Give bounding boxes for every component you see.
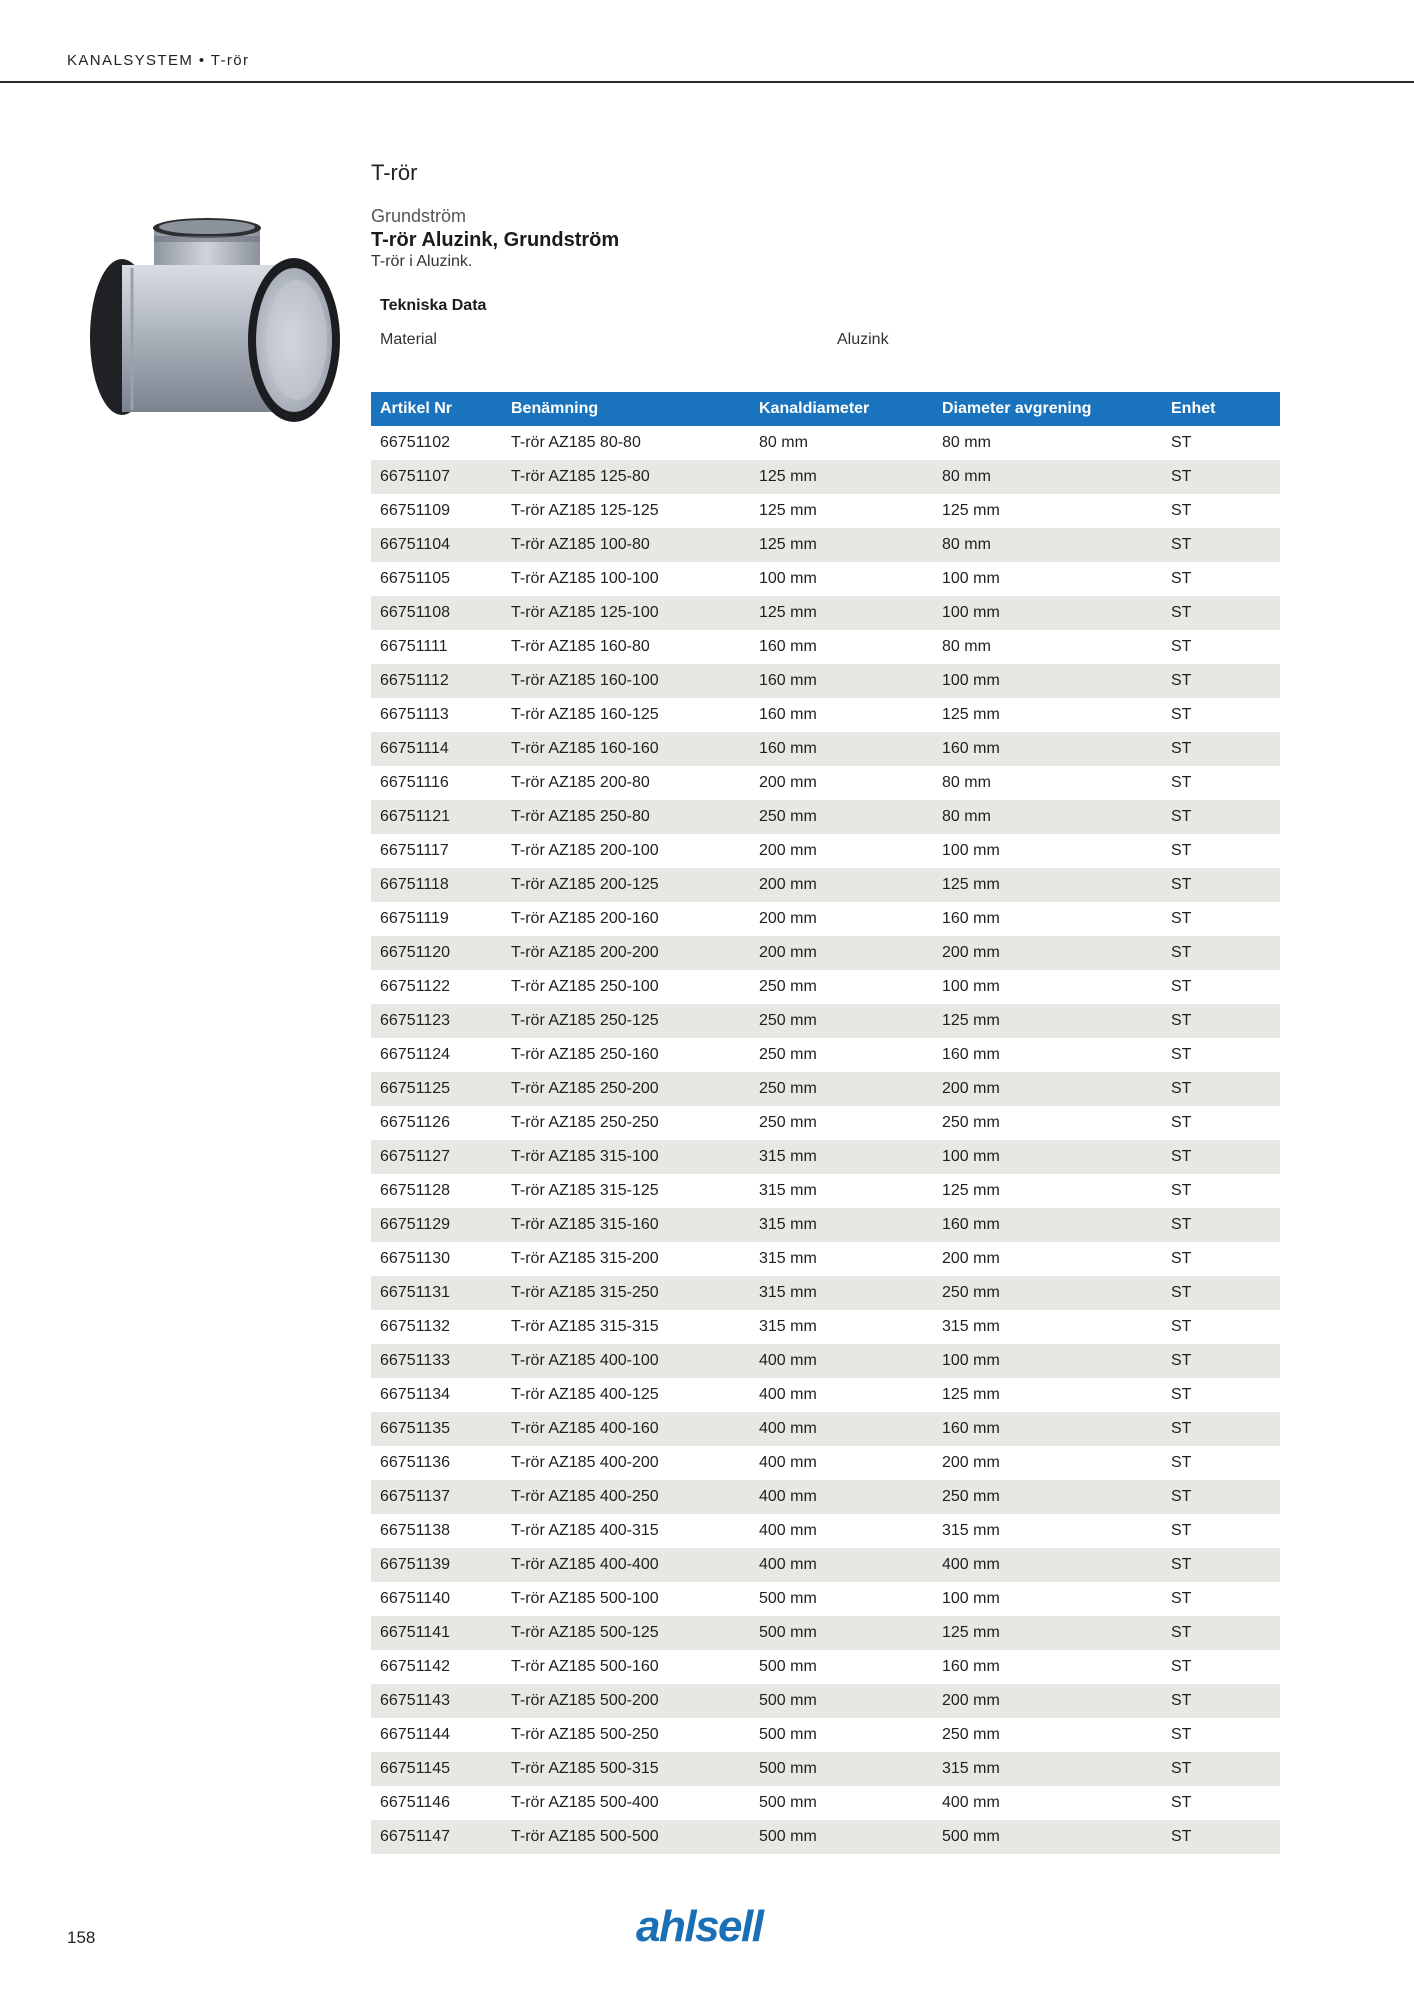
cell-diameter-avgrening: 160 mm xyxy=(942,1658,1000,1675)
cell-enhet: ST xyxy=(1171,1216,1192,1233)
table-row xyxy=(371,1684,1280,1718)
cell-artikel-nr: 66751144 xyxy=(380,1726,450,1743)
cell-enhet: ST xyxy=(1171,1522,1192,1539)
cell-diameter-avgrening: 160 mm xyxy=(942,910,1000,927)
cell-diameter-avgrening: 125 mm xyxy=(942,1386,1000,1403)
table-row xyxy=(371,630,1280,664)
cell-diameter-avgrening: 100 mm xyxy=(942,604,1000,621)
table-row xyxy=(371,1378,1280,1412)
cell-artikel-nr: 66751102 xyxy=(380,434,450,451)
cell-kanaldiameter: 400 mm xyxy=(759,1454,817,1471)
cell-benamning: T-rör AZ185 250-200 xyxy=(511,1080,659,1097)
table-row xyxy=(371,1208,1280,1242)
cell-diameter-avgrening: 200 mm xyxy=(942,1250,1000,1267)
cell-kanaldiameter: 125 mm xyxy=(759,536,817,553)
cell-artikel-nr: 66751145 xyxy=(380,1760,450,1777)
cell-artikel-nr: 66751126 xyxy=(380,1114,450,1131)
cell-benamning: T-rör AZ185 315-315 xyxy=(511,1318,659,1335)
product-category: Grundström xyxy=(371,206,467,226)
cell-kanaldiameter: 400 mm xyxy=(759,1522,817,1539)
cell-kanaldiameter: 500 mm xyxy=(759,1658,817,1675)
product-name: T-rör Aluzink, Grundström xyxy=(371,229,620,251)
cell-kanaldiameter: 315 mm xyxy=(759,1148,817,1165)
cell-artikel-nr: 66751134 xyxy=(380,1386,450,1403)
cell-benamning: T-rör AZ185 100-100 xyxy=(511,570,659,587)
table-row xyxy=(371,1412,1280,1446)
cell-enhet: ST xyxy=(1171,1488,1192,1505)
breadcrumb: KANALSYSTEM • T-rör xyxy=(67,52,250,69)
table-row xyxy=(371,1038,1280,1072)
table-row xyxy=(371,1582,1280,1616)
cell-kanaldiameter: 100 mm xyxy=(759,570,817,587)
cell-kanaldiameter: 125 mm xyxy=(759,604,817,621)
cell-artikel-nr: 66751135 xyxy=(380,1420,450,1437)
cell-benamning: T-rör AZ185 250-80 xyxy=(511,808,650,825)
table-header xyxy=(371,392,1280,426)
cell-artikel-nr: 66751147 xyxy=(380,1828,450,1845)
cell-benamning: T-rör AZ185 250-160 xyxy=(511,1046,659,1063)
cell-enhet: ST xyxy=(1171,1556,1192,1573)
cell-enhet: ST xyxy=(1171,1828,1192,1845)
cell-benamning: T-rör AZ185 200-160 xyxy=(511,910,659,927)
product-description: T-rör i Aluzink. xyxy=(371,253,473,270)
cell-enhet: ST xyxy=(1171,502,1192,519)
cell-artikel-nr: 66751137 xyxy=(380,1488,450,1505)
cell-artikel-nr: 66751132 xyxy=(380,1318,450,1335)
table-row xyxy=(371,732,1280,766)
cell-artikel-nr: 66751136 xyxy=(380,1454,450,1471)
cell-enhet: ST xyxy=(1171,1590,1192,1607)
table-row xyxy=(371,1004,1280,1038)
cell-diameter-avgrening: 100 mm xyxy=(942,842,1000,859)
column-header-benamning: Benämning xyxy=(511,400,599,417)
cell-benamning: T-rör AZ185 315-160 xyxy=(511,1216,659,1233)
table-row xyxy=(371,1106,1280,1140)
cell-enhet: ST xyxy=(1171,1760,1192,1777)
cell-kanaldiameter: 400 mm xyxy=(759,1386,817,1403)
cell-enhet: ST xyxy=(1171,774,1192,791)
cell-benamning: T-rör AZ185 400-315 xyxy=(511,1522,659,1539)
cell-artikel-nr: 66751139 xyxy=(380,1556,450,1573)
cell-benamning: T-rör AZ185 80-80 xyxy=(511,434,641,451)
column-header-diameter-avgrening: Diameter avgrening xyxy=(942,400,1092,417)
table-row xyxy=(371,1752,1280,1786)
cell-benamning: T-rör AZ185 400-250 xyxy=(511,1488,659,1505)
cell-benamning: T-rör AZ185 500-315 xyxy=(511,1760,659,1777)
section-title: T-rör xyxy=(371,160,418,185)
cell-benamning: T-rör AZ185 315-125 xyxy=(511,1182,659,1199)
cell-diameter-avgrening: 80 mm xyxy=(942,808,991,825)
cell-enhet: ST xyxy=(1171,1726,1192,1743)
cell-kanaldiameter: 500 mm xyxy=(759,1760,817,1777)
cell-diameter-avgrening: 100 mm xyxy=(942,978,1000,995)
cell-enhet: ST xyxy=(1171,1148,1192,1165)
cell-artikel-nr: 66751119 xyxy=(380,910,449,927)
table-row xyxy=(371,1718,1280,1752)
column-header-artikel-nr: Artikel Nr xyxy=(380,400,453,417)
cell-diameter-avgrening: 315 mm xyxy=(942,1318,1000,1335)
cell-kanaldiameter: 200 mm xyxy=(759,774,817,791)
table-row xyxy=(371,1548,1280,1582)
cell-artikel-nr: 66751130 xyxy=(380,1250,450,1267)
cell-enhet: ST xyxy=(1171,978,1192,995)
cell-kanaldiameter: 315 mm xyxy=(759,1250,817,1267)
cell-diameter-avgrening: 80 mm xyxy=(942,638,991,655)
cell-enhet: ST xyxy=(1171,944,1192,961)
table-row xyxy=(371,1174,1280,1208)
cell-artikel-nr: 66751123 xyxy=(380,1012,450,1029)
page-header xyxy=(0,0,1414,83)
cell-kanaldiameter: 250 mm xyxy=(759,808,817,825)
cell-diameter-avgrening: 250 mm xyxy=(942,1488,1000,1505)
cell-diameter-avgrening: 400 mm xyxy=(942,1794,1000,1811)
cell-enhet: ST xyxy=(1171,1012,1192,1029)
cell-diameter-avgrening: 200 mm xyxy=(942,1454,1000,1471)
cell-artikel-nr: 66751114 xyxy=(380,740,449,757)
cell-diameter-avgrening: 125 mm xyxy=(942,706,1000,723)
cell-benamning: T-rör AZ185 315-200 xyxy=(511,1250,659,1267)
cell-benamning: T-rör AZ185 100-80 xyxy=(511,536,650,553)
cell-enhet: ST xyxy=(1171,808,1192,825)
cell-artikel-nr: 66751129 xyxy=(380,1216,450,1233)
column-header-enhet: Enhet xyxy=(1171,400,1216,417)
cell-diameter-avgrening: 400 mm xyxy=(942,1556,1000,1573)
table-row xyxy=(371,1480,1280,1514)
cell-enhet: ST xyxy=(1171,1352,1192,1369)
cell-enhet: ST xyxy=(1171,604,1192,621)
table-row xyxy=(371,800,1280,834)
cell-diameter-avgrening: 80 mm xyxy=(942,774,991,791)
column-header-kanaldiameter: Kanaldiameter xyxy=(759,400,870,417)
cell-kanaldiameter: 500 mm xyxy=(759,1828,817,1845)
cell-benamning: T-rör AZ185 400-400 xyxy=(511,1556,659,1573)
table-row xyxy=(371,936,1280,970)
cell-artikel-nr: 66751146 xyxy=(380,1794,450,1811)
table-row xyxy=(371,698,1280,732)
cell-kanaldiameter: 160 mm xyxy=(759,638,817,655)
table-row xyxy=(371,1820,1280,1854)
cell-kanaldiameter: 400 mm xyxy=(759,1488,817,1505)
table-row xyxy=(371,1072,1280,1106)
cell-artikel-nr: 66751118 xyxy=(380,876,449,893)
cell-kanaldiameter: 315 mm xyxy=(759,1216,817,1233)
cell-diameter-avgrening: 125 mm xyxy=(942,502,1000,519)
cell-enhet: ST xyxy=(1171,1420,1192,1437)
cell-benamning: T-rör AZ185 500-160 xyxy=(511,1658,659,1675)
cell-benamning: T-rör AZ185 500-200 xyxy=(511,1692,659,1709)
cell-diameter-avgrening: 250 mm xyxy=(942,1726,1000,1743)
table-row xyxy=(371,460,1280,494)
cell-benamning: T-rör AZ185 125-125 xyxy=(511,502,659,519)
cell-enhet: ST xyxy=(1171,842,1192,859)
cell-kanaldiameter: 125 mm xyxy=(759,468,817,485)
cell-artikel-nr: 66751125 xyxy=(380,1080,450,1097)
cell-enhet: ST xyxy=(1171,1284,1192,1301)
table-row xyxy=(371,1242,1280,1276)
cell-enhet: ST xyxy=(1171,1658,1192,1675)
table-row xyxy=(371,1616,1280,1650)
cell-diameter-avgrening: 315 mm xyxy=(942,1522,1000,1539)
cell-artikel-nr: 66751140 xyxy=(380,1590,450,1607)
cell-enhet: ST xyxy=(1171,672,1192,689)
cell-enhet: ST xyxy=(1171,434,1192,451)
cell-diameter-avgrening: 125 mm xyxy=(942,876,1000,893)
cell-artikel-nr: 66751111 xyxy=(380,638,448,655)
cell-kanaldiameter: 160 mm xyxy=(759,706,817,723)
table-row xyxy=(371,834,1280,868)
cell-kanaldiameter: 400 mm xyxy=(759,1556,817,1573)
cell-enhet: ST xyxy=(1171,1182,1192,1199)
cell-artikel-nr: 66751104 xyxy=(380,536,450,553)
cell-artikel-nr: 66751133 xyxy=(380,1352,450,1369)
cell-kanaldiameter: 400 mm xyxy=(759,1352,817,1369)
cell-artikel-nr: 66751138 xyxy=(380,1522,450,1539)
cell-enhet: ST xyxy=(1171,570,1192,587)
cell-kanaldiameter: 315 mm xyxy=(759,1318,817,1335)
cell-diameter-avgrening: 100 mm xyxy=(942,1148,1000,1165)
table-row xyxy=(371,426,1280,460)
cell-artikel-nr: 66751121 xyxy=(380,808,450,825)
cell-artikel-nr: 66751142 xyxy=(380,1658,450,1675)
cell-benamning: T-rör AZ185 250-100 xyxy=(511,978,659,995)
cell-enhet: ST xyxy=(1171,1114,1192,1131)
cell-enhet: ST xyxy=(1171,1454,1192,1471)
cell-artikel-nr: 66751105 xyxy=(380,570,450,587)
cell-diameter-avgrening: 160 mm xyxy=(942,1046,1000,1063)
cell-benamning: T-rör AZ185 200-200 xyxy=(511,944,659,961)
cell-benamning: T-rör AZ185 500-500 xyxy=(511,1828,659,1845)
cell-benamning: T-rör AZ185 125-100 xyxy=(511,604,659,621)
cell-kanaldiameter: 200 mm xyxy=(759,944,817,961)
cell-artikel-nr: 66751112 xyxy=(380,672,449,689)
table-row xyxy=(371,1310,1280,1344)
cell-enhet: ST xyxy=(1171,876,1192,893)
cell-diameter-avgrening: 100 mm xyxy=(942,1590,1000,1607)
cell-diameter-avgrening: 200 mm xyxy=(942,1080,1000,1097)
cell-enhet: ST xyxy=(1171,706,1192,723)
ahlsell-logo: ahlsell xyxy=(636,1902,763,1951)
table-row xyxy=(371,1446,1280,1480)
table-row xyxy=(371,970,1280,1004)
cell-enhet: ST xyxy=(1171,638,1192,655)
cell-diameter-avgrening: 100 mm xyxy=(942,570,1000,587)
cell-artikel-nr: 66751116 xyxy=(380,774,449,791)
cell-enhet: ST xyxy=(1171,1624,1192,1641)
cell-diameter-avgrening: 160 mm xyxy=(942,740,1000,757)
cell-kanaldiameter: 160 mm xyxy=(759,740,817,757)
cell-diameter-avgrening: 315 mm xyxy=(942,1760,1000,1777)
table-row xyxy=(371,766,1280,800)
table-row xyxy=(371,1650,1280,1684)
cell-diameter-avgrening: 200 mm xyxy=(942,1692,1000,1709)
cell-enhet: ST xyxy=(1171,910,1192,927)
cell-benamning: T-rör AZ185 200-100 xyxy=(511,842,659,859)
cell-kanaldiameter: 500 mm xyxy=(759,1794,817,1811)
cell-kanaldiameter: 250 mm xyxy=(759,978,817,995)
tech-data-heading: Tekniska Data xyxy=(380,297,487,314)
cell-kanaldiameter: 250 mm xyxy=(759,1012,817,1029)
cell-enhet: ST xyxy=(1171,536,1192,553)
cell-benamning: T-rör AZ185 160-160 xyxy=(511,740,659,757)
cell-artikel-nr: 66751128 xyxy=(380,1182,450,1199)
cell-kanaldiameter: 160 mm xyxy=(759,672,817,689)
cell-diameter-avgrening: 80 mm xyxy=(942,536,991,553)
cell-kanaldiameter: 500 mm xyxy=(759,1726,817,1743)
cell-diameter-avgrening: 200 mm xyxy=(942,944,1000,961)
cell-kanaldiameter: 315 mm xyxy=(759,1284,817,1301)
tech-data-value: Aluzink xyxy=(837,331,889,348)
cell-kanaldiameter: 80 mm xyxy=(759,434,808,451)
cell-benamning: T-rör AZ185 400-200 xyxy=(511,1454,659,1471)
cell-diameter-avgrening: 80 mm xyxy=(942,434,991,451)
cell-enhet: ST xyxy=(1171,1250,1192,1267)
cell-benamning: T-rör AZ185 500-250 xyxy=(511,1726,659,1743)
cell-artikel-nr: 66751141 xyxy=(380,1624,450,1641)
cell-benamning: T-rör AZ185 400-160 xyxy=(511,1420,659,1437)
cell-artikel-nr: 66751143 xyxy=(380,1692,450,1709)
cell-benamning: T-rör AZ185 160-125 xyxy=(511,706,659,723)
cell-kanaldiameter: 250 mm xyxy=(759,1046,817,1063)
table-row xyxy=(371,596,1280,630)
cell-benamning: T-rör AZ185 500-125 xyxy=(511,1624,659,1641)
table-row xyxy=(371,494,1280,528)
tech-data-label: Material xyxy=(380,331,437,348)
cell-enhet: ST xyxy=(1171,1386,1192,1403)
cell-kanaldiameter: 315 mm xyxy=(759,1182,817,1199)
cell-benamning: T-rör AZ185 315-250 xyxy=(511,1284,659,1301)
cell-enhet: ST xyxy=(1171,1318,1192,1335)
cell-benamning: T-rör AZ185 250-250 xyxy=(511,1114,659,1131)
cell-diameter-avgrening: 160 mm xyxy=(942,1216,1000,1233)
cell-kanaldiameter: 250 mm xyxy=(759,1114,817,1131)
cell-enhet: ST xyxy=(1171,1692,1192,1709)
cell-benamning: T-rör AZ185 160-100 xyxy=(511,672,659,689)
cell-kanaldiameter: 500 mm xyxy=(759,1624,817,1641)
cell-enhet: ST xyxy=(1171,1794,1192,1811)
table-row xyxy=(371,868,1280,902)
cell-artikel-nr: 66751117 xyxy=(380,842,449,859)
cell-benamning: T-rör AZ185 250-125 xyxy=(511,1012,659,1029)
cell-benamning: T-rör AZ185 500-100 xyxy=(511,1590,659,1607)
cell-kanaldiameter: 500 mm xyxy=(759,1590,817,1607)
cell-artikel-nr: 66751108 xyxy=(380,604,450,621)
cell-diameter-avgrening: 250 mm xyxy=(942,1284,1000,1301)
cell-kanaldiameter: 200 mm xyxy=(759,910,817,927)
table-row xyxy=(371,1514,1280,1548)
product-table xyxy=(371,392,1280,1854)
cell-diameter-avgrening: 125 mm xyxy=(942,1182,1000,1199)
page-number: 158 xyxy=(67,1928,96,1947)
cell-enhet: ST xyxy=(1171,1080,1192,1097)
cell-benamning: T-rör AZ185 200-80 xyxy=(511,774,650,791)
cell-diameter-avgrening: 125 mm xyxy=(942,1624,1000,1641)
cell-diameter-avgrening: 100 mm xyxy=(942,1352,1000,1369)
cell-diameter-avgrening: 160 mm xyxy=(942,1420,1000,1437)
cell-benamning: T-rör AZ185 500-400 xyxy=(511,1794,659,1811)
table-row xyxy=(371,664,1280,698)
cell-diameter-avgrening: 80 mm xyxy=(942,468,991,485)
cell-kanaldiameter: 400 mm xyxy=(759,1420,817,1437)
cell-kanaldiameter: 250 mm xyxy=(759,1080,817,1097)
cell-diameter-avgrening: 500 mm xyxy=(942,1828,1000,1845)
table-body xyxy=(371,426,1280,1854)
table-row xyxy=(371,902,1280,936)
cell-artikel-nr: 66751127 xyxy=(380,1148,450,1165)
table-row xyxy=(371,1140,1280,1174)
cell-enhet: ST xyxy=(1171,740,1192,757)
cell-enhet: ST xyxy=(1171,468,1192,485)
cell-kanaldiameter: 125 mm xyxy=(759,502,817,519)
cell-artikel-nr: 66751131 xyxy=(380,1284,450,1301)
cell-benamning: T-rör AZ185 160-80 xyxy=(511,638,650,655)
cell-artikel-nr: 66751113 xyxy=(380,706,449,723)
cell-enhet: ST xyxy=(1171,1046,1192,1063)
table-row xyxy=(371,1344,1280,1378)
cell-artikel-nr: 66751124 xyxy=(380,1046,450,1063)
cell-diameter-avgrening: 250 mm xyxy=(942,1114,1000,1131)
cell-benamning: T-rör AZ185 315-100 xyxy=(511,1148,659,1165)
cell-kanaldiameter: 200 mm xyxy=(759,876,817,893)
cell-diameter-avgrening: 100 mm xyxy=(942,672,1000,689)
cell-benamning: T-rör AZ185 200-125 xyxy=(511,876,659,893)
cell-diameter-avgrening: 125 mm xyxy=(942,1012,1000,1029)
table-row xyxy=(371,1786,1280,1820)
cell-benamning: T-rör AZ185 400-125 xyxy=(511,1386,659,1403)
t-pipe-product-image xyxy=(84,210,340,440)
cell-artikel-nr: 66751107 xyxy=(380,468,450,485)
table-row xyxy=(371,528,1280,562)
cell-benamning: T-rör AZ185 400-100 xyxy=(511,1352,659,1369)
cell-artikel-nr: 66751122 xyxy=(380,978,450,995)
cell-benamning: T-rör AZ185 125-80 xyxy=(511,468,650,485)
cell-kanaldiameter: 500 mm xyxy=(759,1692,817,1709)
table-row xyxy=(371,1276,1280,1310)
cell-artikel-nr: 66751109 xyxy=(380,502,450,519)
table-row xyxy=(371,562,1280,596)
cell-kanaldiameter: 200 mm xyxy=(759,842,817,859)
cell-artikel-nr: 66751120 xyxy=(380,944,450,961)
